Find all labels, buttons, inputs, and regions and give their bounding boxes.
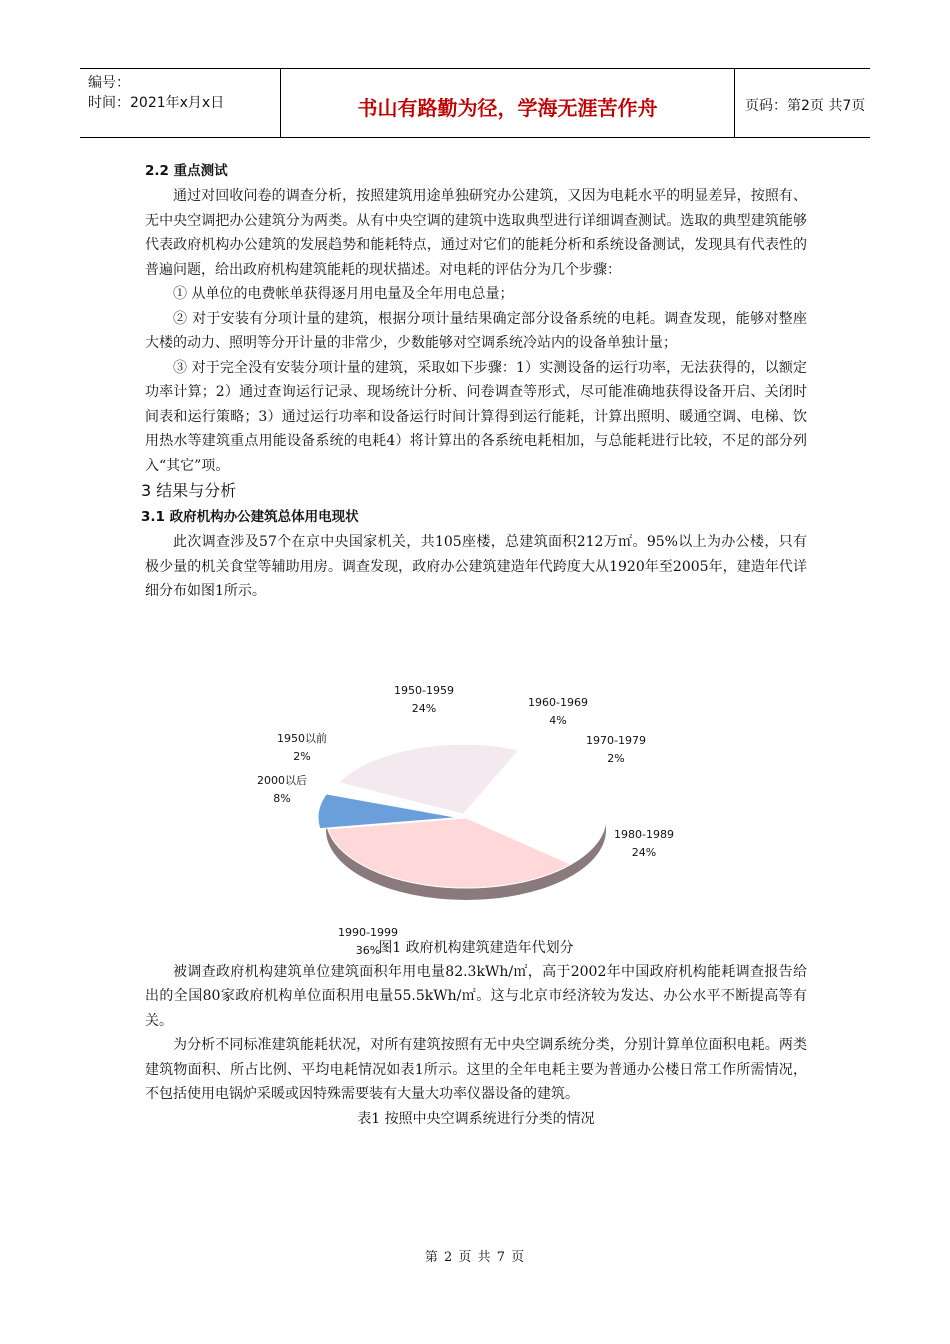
pie-percent-label: 2%	[607, 752, 625, 765]
header-code-label: 编号：	[88, 75, 130, 91]
header-date-label: 时间：2021年x月x日	[88, 95, 225, 111]
step-3: ③ 对于完全没有安装分项计量的建筑，采取如下步骤：1）实测设备的运行功率，无法获得的，以额定功率计算；2）通过查询运行记录、现场统计分析、问卷调查等形式，尽可能准确地获得设备开启、关闭时间表和运行策略；3）通过运行功率和设备运行时间计算得到运行能耗，计算出照明、暖通空调、电梯、饮用热水等建筑重点用能设备系统的电耗4）将计算出的各系统电耗相加，与总能耗进行比较，不足的部分列入“其它”项。	[145, 359, 807, 474]
pie-category-label: 1960-1969	[528, 696, 588, 709]
pie-percent-label: 24%	[631, 846, 657, 859]
pie-percent-label: 24%	[411, 702, 437, 715]
pie-category-label: 1950以前	[277, 732, 327, 745]
section-3-1-heading: 3.1 政府机构办公建筑总体用电现状	[141, 509, 359, 525]
section-3-1-paragraph: 此次调查涉及57个在京中央国家机关，共105座楼，总建筑面积212万㎡。95%以上为办公楼，只有极少量的机关食堂等辅助用房。调查发现，政府办公建筑建造年代跨度大从1920年至2005年，建造年代详细分布如图1所示。	[145, 534, 807, 599]
pie-category-label: 1990-1999	[338, 926, 398, 939]
pie-percent-label: 4%	[549, 714, 567, 727]
pie-percent-label: 2%	[293, 750, 311, 763]
pie-chart	[240, 670, 710, 970]
pie-percent-label: 8%	[273, 792, 291, 805]
pie-category-label: 1970-1979	[586, 734, 646, 747]
document-body	[141, 158, 807, 1131]
step-2: ② 对于安装有分项计量的建筑，根据分项计量结果确定部分设备系统的电耗。调查发现，能够对整座大楼的动力、照明等分开计量的非常少，少数能够对空调系统冷站内的设备单独计量；	[145, 310, 807, 351]
usage-paragraph: 被调查政府机构建筑单位建筑面积年用电量82.3kWh/㎡，高于2002年中国政府机构能耗调查报告给出的全国80家政府机构单位面积用电量55.5kWh/㎡。这与北京市经济较为发达、办公水平不断提高等有关。	[145, 963, 807, 1029]
header-left	[80, 69, 280, 137]
table-caption: 表1 按照中央空调系统进行分类的情况	[357, 1110, 595, 1127]
pie-category-label: 1980-1989	[614, 828, 674, 841]
pie-percent-label: 36%	[355, 944, 381, 957]
section-2-2-heading: 2.2 重点测试	[145, 163, 228, 179]
pie-category-label: 2000以后	[257, 774, 307, 787]
section-3-heading: 3 结果与分析	[141, 481, 237, 500]
classification-paragraph: 为分析不同标准建筑能耗状况，对所有建筑按照有无中央空调系统分类，分别计算单位面积电耗。两类建筑物面积、所占比例、平均电耗情况如表1所示。这里的全年电耗主要为普通办公楼日常工作所需情况，不包括使用电锅炉采暖或因特殊需要装有大量大功率仪器设备的建筑。	[145, 1037, 807, 1102]
figure-caption: 图1 政府机构建筑建造年代划分	[378, 939, 574, 956]
page-header	[80, 68, 870, 138]
page-footer: 第 2 页 共 7 页	[424, 1250, 526, 1265]
header-page-label: 页码：第2页 共7页	[745, 98, 866, 114]
step-1: ① 从单位的电费帐单获得逐月用电量及全年用电总量；	[173, 286, 514, 302]
header-motto: 书山有路勤为径，学海无涯苦作舟	[280, 69, 735, 137]
section-2-2-paragraph: 通过对回收问卷的调查分析，按照建筑用途单独研究办公建筑，又因为电耗水平的明显差异，按照有、无中央空调把办公建筑分为两类。从有中央空调的建筑中选取典型进行详细调查测试。选取的典型建筑能够代表政府机构办公建筑的发展趋势和能耗特点，通过对它们的能耗分析和系统设备测试，发现具有代表性的普遍问题，给出政府机构建筑能耗的现状描述。对电耗的评估分为几个步骤：	[145, 188, 807, 278]
pie-category-label: 1950-1959	[394, 684, 454, 697]
